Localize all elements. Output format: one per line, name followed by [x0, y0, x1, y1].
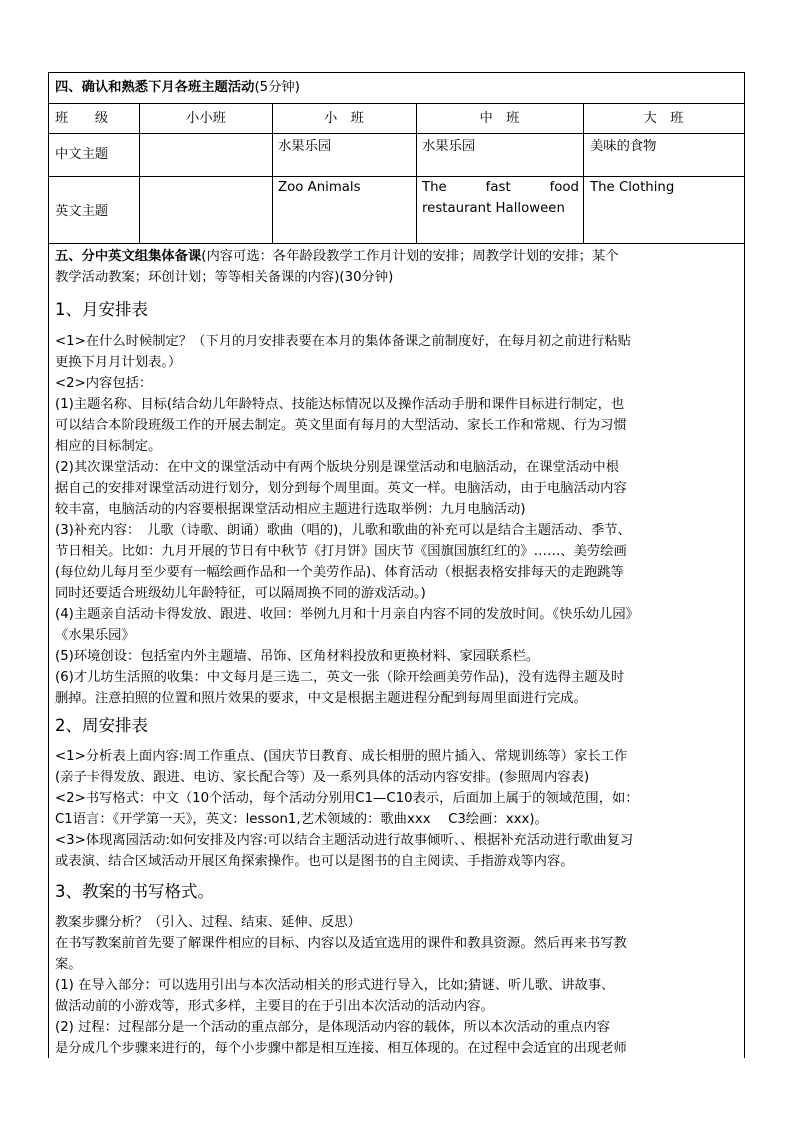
weekly-line: <2>书写格式：中文（10个活动，每个活动分别用C1—C10表示，后面加上属于的领域范围，如：	[55, 791, 639, 806]
plan-format-heading: 3、教案的书写格式。	[55, 882, 214, 901]
weekly-line: C1语言：《开学第一天》，英文：lesson1,艺术领域的：歌曲xxx C3绘画：xxx)。	[55, 812, 548, 827]
monthly-line: (2)其次课堂活动：在中文的课堂活动中有两个版块分别是课堂活动和电脑活动，在课堂活动中根	[55, 460, 620, 475]
plan-line: (2) 过程：过程部分是一个活动的重点部分，是体现活动内容的载体，所以本次活动的重点内容	[55, 1020, 610, 1035]
plan-line: 案。	[55, 957, 82, 972]
section5-title	[55, 246, 619, 267]
section5-title-rest: (内容可选：各年龄段教学工作月计划的安排；周教学计划的安排；某个	[201, 249, 619, 264]
section4-title-bold: 四、确认和熟悉下月各班主题活动	[55, 80, 255, 95]
cell-xiao-english: Zoo Animals	[278, 180, 361, 195]
plan-line: 教案步骤分析？（引入、过程、结束、延伸、反思）	[55, 915, 361, 930]
monthly-line: 相应的目标制定。	[55, 439, 162, 454]
header-zhong-ban: 中 班	[479, 111, 520, 126]
monthly-line: (每位幼儿每月至少要有一幅绘画作品和一个美劳作品)、体育活动（根据表格安排每天的走跑跳等	[55, 565, 624, 580]
header-xiao-ban: 小 班	[324, 111, 364, 126]
plan-line: 在书写教案前首先要了解课件相应的目标、内容以及适宜选用的课件和教具资源。然后再来书写教	[55, 936, 627, 951]
section4-title-time: (5分钟)	[254, 80, 300, 95]
monthly-line: 更换下月月计划表。）	[55, 355, 182, 370]
plan-line: 是分成几个步骤来进行的，每个小步骤中都是相互连接、相互体现的。在过程中会适宜的出现老师	[55, 1041, 627, 1056]
header-da-ban: 大 班	[643, 111, 684, 126]
monthly-line: (4)主题亲自活动卡得发放、跟进、收回：举例九月和十月亲自内容不同的发放时间。《快乐幼儿园》	[55, 607, 639, 622]
monthly-line: (6)才儿坊生活照的收集：中文每月是三选二，英文一张（除开绘画美劳作品)，没有选得主题及时	[55, 670, 625, 685]
monthly-line: (1)主题名称、目标(结合幼儿年龄特点、技能达标情况以及操作活动手册和课件目标进行制定，也	[55, 397, 625, 412]
row-line	[48, 243, 745, 244]
cell-da-chinese: 美味的食物	[590, 139, 657, 154]
cell-zhong-chinese: 水果乐园	[422, 139, 476, 154]
monthly-line: <2>内容包括：	[55, 376, 153, 391]
outer-border-top	[48, 72, 745, 73]
plan-line: (1) 在导入部分：可以选用引出与本次活动相关的形式进行导入，比如;猜谜、听儿歌、讲故事、	[55, 978, 615, 993]
outer-border-right	[744, 72, 745, 1058]
weekly-line: <1>分析表上面内容:周工作重点、(国庆节日教育、成长相册的照片插入、常规训练等）家长工作	[55, 749, 628, 764]
weekly-line: 或表演、结合区域活动开展区角探索操作。也可以是图书的自主阅读、手指游戏等内容。	[55, 854, 574, 869]
section5-title-bold: 五、分中英文组集体备课	[55, 249, 202, 264]
monthly-line: 较丰富，电脑活动的内容要根据课堂活动相应主题进行选取举例：九月电脑活动)	[55, 502, 526, 517]
weekly-line: (亲子卡得发放、跟进、电访、家长配合等）及一系列具体的活动内容安排。(参照周内容表)	[55, 770, 590, 785]
monthly-line: 可以结合本阶段班级工作的开展去制定。英文里面有每月的大型活动、家长工作和常规、行为习惯	[55, 418, 627, 433]
monthly-line: 节日相关。比如：九月开展的节日有中秋节《打月饼》国庆节《国旗国旗红红的》……、美劳绘画	[55, 544, 627, 559]
row-line	[48, 133, 745, 134]
monthly-line: 同时还要适合班级幼儿年龄特征，可以隔周换不同的游戏活动。)	[55, 586, 426, 601]
row-line	[48, 103, 745, 104]
section5-title-line2: 教学活动教案；环创计划；等等相关备课的内容)(30分钟)	[55, 270, 394, 285]
section4-title	[55, 77, 300, 98]
weekly-heading: 2、周安排表	[55, 716, 148, 735]
cell-da-english: The Clothing	[590, 180, 675, 195]
row-label-english-theme: 英文主题	[55, 204, 109, 219]
row-label-chinese-theme: 中文主题	[55, 147, 109, 162]
outer-border-left	[48, 72, 49, 1058]
plan-line: 做活动前的小游戏等，形式多样，主要目的在于引出本次活动的活动内容。	[55, 999, 494, 1014]
monthly-line: (3)补充内容： 儿歌（诗歌、朗诵）歌曲（唱的)，儿歌和歌曲的补充可以是结合主题活动、季节、	[55, 523, 631, 538]
weekly-line: <3>体现离园活动:如何安排及内容:可以结合主题活动进行故事倾听、、根据补充活动进行歌曲复习	[55, 833, 634, 848]
monthly-line: <1>在什么时候制定？（下月的月安排表要在本月的集体备课之前制度好，在每月初之前进行粘贴	[55, 334, 631, 349]
monthly-line: 删掉。注意拍照的位置和照片效果的要求，中文是根据主题进程分配到每周里面进行完成。	[55, 691, 587, 706]
monthly-heading: 1、月安排表	[55, 300, 148, 319]
header-class-level: 班 级	[55, 111, 109, 126]
cell-xiao-chinese: 水果乐园	[278, 139, 332, 154]
monthly-line: 《水果乐园》	[55, 628, 135, 643]
header-xiaoxiao-ban: 小小班	[186, 111, 226, 126]
monthly-line: 据自己的安排对课堂活动进行划分，划分到每个周里面。英文一样。电脑活动，由于电脑活动内容	[55, 481, 627, 496]
monthly-line: (5)环境创设：包括室内外主题墙、吊饰、区角材料投放和更换材料、家园联系栏。	[55, 649, 540, 664]
cell-zhong-english: The fast food restaurant Halloween	[422, 180, 579, 216]
